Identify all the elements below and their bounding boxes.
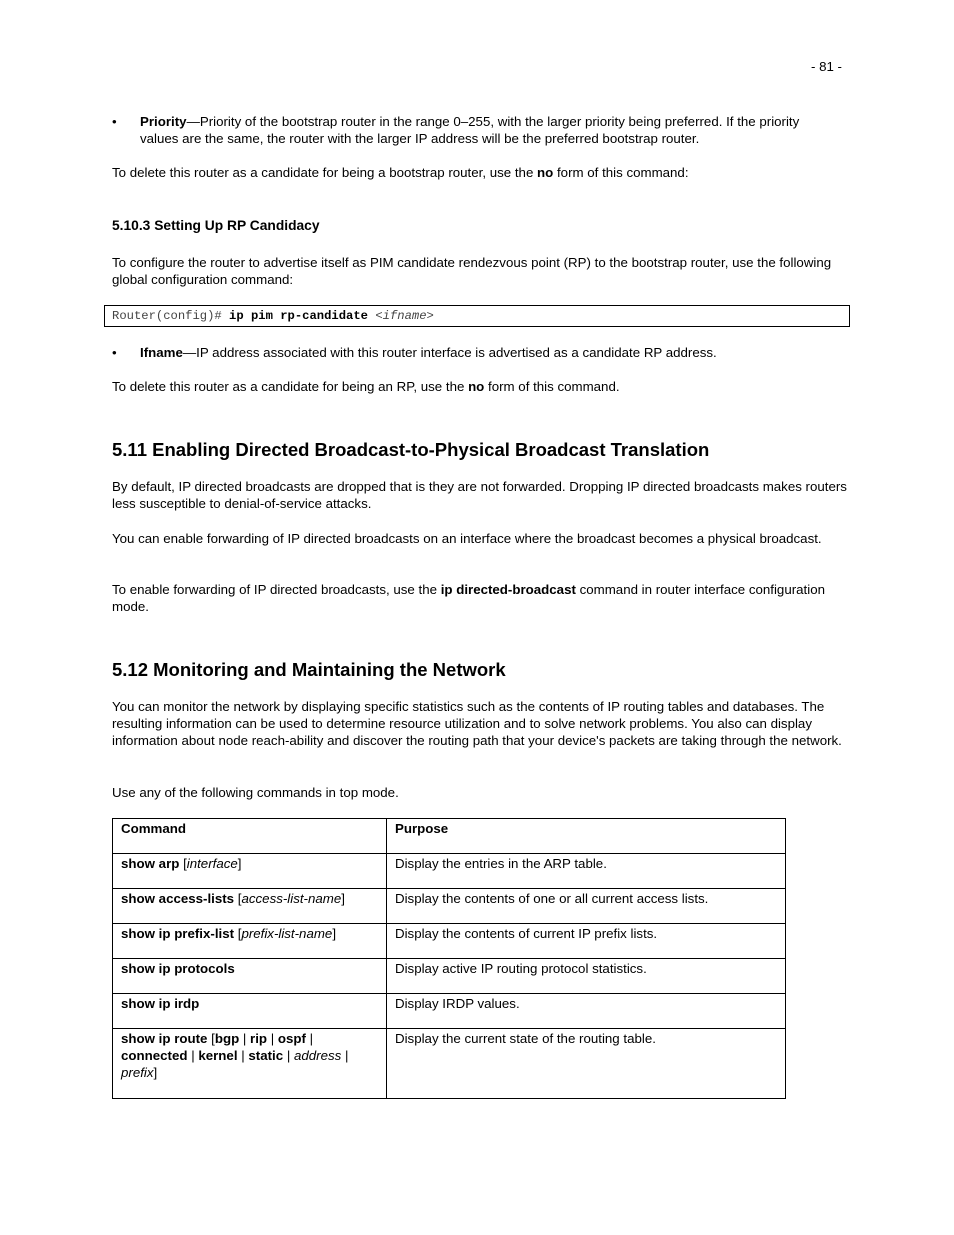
keyword: ip directed-broadcast	[440, 582, 576, 597]
bullet-dot: •	[112, 345, 117, 360]
header-purpose	[387, 819, 786, 854]
opt-bgp: bgp	[214, 1031, 240, 1046]
command-cell	[113, 1029, 387, 1099]
command-cell	[113, 854, 387, 889]
bracket: ]	[341, 891, 345, 906]
header-text: Command	[121, 821, 187, 836]
separator: |	[341, 1048, 349, 1063]
page-number: - 81 -	[810, 59, 842, 74]
heading-text: 5.12 Monitoring and Maintaining the Network	[112, 659, 506, 680]
delete-bsr-paragraph	[112, 164, 847, 181]
cmd: show ip route	[121, 1031, 208, 1046]
bracket: ]	[153, 1065, 158, 1080]
bullet-text	[140, 113, 840, 147]
command-arg: ifname	[382, 309, 427, 323]
heading-text: 5.11 Enabling Directed Broadcast-to-Physical Broadcast Translation	[112, 439, 710, 460]
separator: |	[267, 1031, 278, 1046]
heading-text: 5.10.3 Setting Up RP Candidacy	[112, 218, 320, 233]
separator: |	[283, 1048, 294, 1063]
monitoring-p2: Use any of the following commands in top mode.	[112, 785, 399, 800]
table-row	[113, 994, 786, 1029]
text: To enable forwarding of IP directed broadcasts, use the	[112, 582, 441, 597]
bracket: [	[234, 891, 242, 906]
table-header-row	[113, 819, 786, 854]
opt-address: address	[293, 1048, 342, 1063]
keyword: no	[468, 379, 485, 394]
rp-intro-paragraph: To configure the router to advertise itself as PIM candidate rendezvous point (RP) to the bootstrap router, use the following global configuration command:	[112, 255, 832, 287]
cmd: show ip prefix-list	[121, 926, 235, 941]
bracket: ]	[237, 856, 242, 871]
bullet-text	[140, 344, 840, 361]
purpose-cell: Display the contents of one or all current access lists.	[387, 889, 786, 924]
purpose-cell: Display active IP routing protocol statistics.	[387, 959, 786, 994]
description: —IP address associated with this router interface is advertised as a candidate RP address.	[182, 345, 717, 360]
header-command	[113, 819, 387, 854]
arg-close: >	[426, 309, 434, 323]
arg: interface	[186, 856, 238, 871]
command-cell	[113, 994, 387, 1029]
table-row	[113, 889, 786, 924]
command-cell	[113, 959, 387, 994]
bracket: ]	[332, 926, 337, 941]
command-cell	[113, 924, 387, 959]
directed-broadcast-p2: You can enable forwarding of IP directed broadcasts on an interface where the broadcast becomes a physical broadcast.	[112, 531, 822, 546]
opt-prefix: prefix	[121, 1065, 154, 1080]
cmd: show access-lists	[121, 891, 235, 906]
delete-rp-paragraph	[112, 378, 847, 395]
text: To delete this router as a candidate for being a bootstrap router, use the	[112, 165, 538, 180]
table-row	[113, 854, 786, 889]
table-row	[113, 1029, 786, 1099]
section-heading-5-11	[112, 439, 872, 461]
table-row	[113, 959, 786, 994]
text: form of this command:	[553, 165, 689, 180]
monitoring-p1: You can monitor the network by displaying specific statistics such as the contents of IP routing tables and databases. The resulting information can be used to determine resource utilization and to solve network problems. You also can display information about node reach-ability and discover the routing path that your device's packets are taking through the network.	[112, 699, 842, 748]
opt-rip: rip	[250, 1031, 268, 1046]
arg: access-list-name	[241, 891, 342, 906]
description: —Priority of the bootstrap router in the range 0–255, with the larger priority being preferred. If the priority values are the same, the router with the larger IP address will be the preferred bootstrap router.	[140, 114, 800, 146]
text: To delete this router as a candidate for being an RP, use the	[112, 379, 469, 394]
separator: |	[305, 1031, 314, 1046]
opt-static: static	[248, 1048, 284, 1063]
text: form of this command.	[484, 379, 620, 394]
separator: |	[237, 1048, 249, 1063]
purpose-cell: Display IRDP values.	[387, 994, 786, 1029]
opt-connected: connected	[121, 1048, 188, 1063]
section-heading-5-12	[112, 659, 847, 681]
separator: |	[239, 1031, 251, 1046]
arg-open: <	[368, 309, 383, 323]
table-row	[113, 924, 786, 959]
purpose-cell: Display the entries in the ARP table.	[387, 854, 786, 889]
bracket: [	[179, 856, 187, 871]
opt-ospf: ospf	[277, 1031, 306, 1046]
cmd: show arp	[121, 856, 180, 871]
keyword: no	[537, 165, 554, 180]
bullet-dot: •	[112, 114, 117, 129]
command-keyword: ip pim rp-candidate	[229, 309, 368, 323]
purpose-cell: Display the contents of current IP prefix lists.	[387, 924, 786, 959]
term: Ifname	[140, 345, 183, 360]
directed-broadcast-p3	[112, 581, 847, 615]
separator: |	[187, 1048, 199, 1063]
opt-kernel: kernel	[198, 1048, 238, 1063]
bracket: [	[207, 1031, 215, 1046]
cmd: show ip protocols	[121, 961, 235, 976]
term: Priority	[140, 114, 187, 129]
purpose-cell: Display the current state of the routing table.	[387, 1029, 786, 1099]
arg: prefix-list-name	[241, 926, 333, 941]
text: command in router interface configuration mode.	[112, 582, 825, 614]
command-cell	[113, 889, 387, 924]
bracket: [	[234, 926, 242, 941]
command-box	[104, 305, 850, 327]
cmd: show ip irdp	[121, 996, 200, 1011]
command-prompt: Router(config)#	[112, 309, 230, 323]
section-heading-5-10-3	[112, 217, 847, 234]
header-text: Purpose	[395, 821, 449, 836]
directed-broadcast-p1: By default, IP directed broadcasts are dropped that is they are not forwarded. Dropping IP directed broadcasts makes routers less susceptible to denial-of-service attacks.	[112, 479, 847, 511]
commands-table	[112, 818, 786, 1099]
